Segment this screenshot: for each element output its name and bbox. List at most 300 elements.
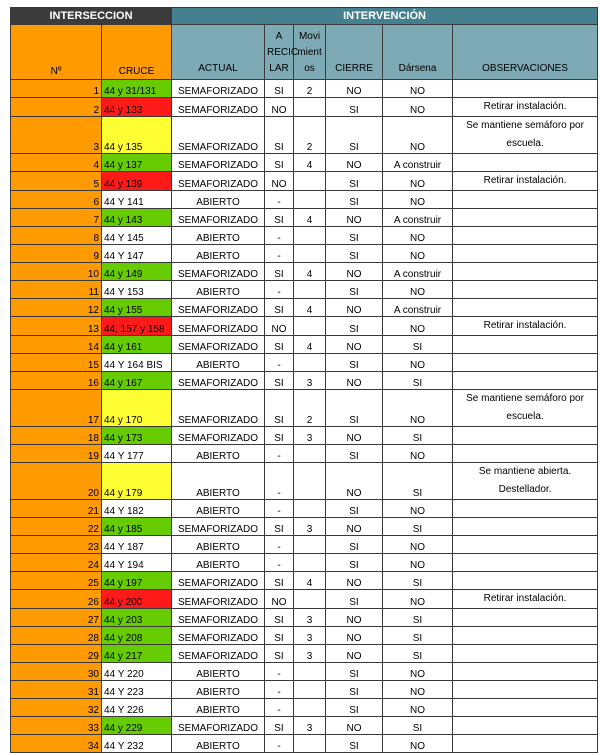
column-header-actual: ACTUAL bbox=[172, 25, 265, 80]
crossing-cell: 44 y 137 bbox=[102, 154, 172, 172]
actual-cell: SEMAFORIZADO bbox=[172, 80, 265, 98]
crossing-cell: 44 Y 145 bbox=[102, 227, 172, 245]
darsena-cell: NO bbox=[383, 172, 453, 191]
darsena-cell: A construir bbox=[383, 154, 453, 172]
row-number-cell: 5 bbox=[11, 172, 102, 191]
movimientos-cell bbox=[294, 445, 326, 463]
actual-cell: SEMAFORIZADO bbox=[172, 336, 265, 354]
crossing-cell: 44 y 217 bbox=[102, 645, 172, 663]
cierre-cell: SI bbox=[326, 590, 383, 609]
table-row bbox=[11, 572, 598, 590]
table-row bbox=[11, 317, 598, 336]
movimientos-cell: 3 bbox=[294, 717, 326, 735]
row-number-cell: 34 bbox=[11, 735, 102, 753]
movimientos-cell bbox=[294, 317, 326, 336]
movimientos-cell: 4 bbox=[294, 154, 326, 172]
reciclar-cell: NO bbox=[265, 98, 294, 117]
reciclar-cell: - bbox=[265, 227, 294, 245]
row-number-cell: 29 bbox=[11, 645, 102, 663]
movimientos-cell: 4 bbox=[294, 336, 326, 354]
cierre-cell: NO bbox=[326, 463, 383, 500]
cierre-cell: NO bbox=[326, 572, 383, 590]
actual-cell: ABIERTO bbox=[172, 735, 265, 753]
cierre-cell: NO bbox=[326, 209, 383, 227]
darsena-cell: NO bbox=[383, 354, 453, 372]
column-header-movimientos: Movi mient os bbox=[294, 25, 326, 80]
actual-cell: ABIERTO bbox=[172, 681, 265, 699]
table-row bbox=[11, 281, 598, 299]
darsena-cell: NO bbox=[383, 663, 453, 681]
group-header-intervencion: INTERVENCIÓN bbox=[172, 8, 598, 25]
darsena-cell: SI bbox=[383, 372, 453, 390]
table-row bbox=[11, 645, 598, 663]
reciclar-cell: SI bbox=[265, 80, 294, 98]
column-header-observaciones: OBSERVACIONES bbox=[453, 25, 598, 80]
row-number-cell: 15 bbox=[11, 354, 102, 372]
darsena-cell: NO bbox=[383, 536, 453, 554]
darsena-cell: NO bbox=[383, 445, 453, 463]
movimientos-cell bbox=[294, 191, 326, 209]
reciclar-cell: SI bbox=[265, 390, 294, 427]
reciclar-cell: SI bbox=[265, 645, 294, 663]
observaciones-cell bbox=[453, 735, 598, 753]
cierre-cell: NO bbox=[326, 263, 383, 281]
table-row bbox=[11, 227, 598, 245]
cierre-cell: SI bbox=[326, 191, 383, 209]
crossing-cell: 44 y 133 bbox=[102, 98, 172, 117]
movimientos-cell bbox=[294, 227, 326, 245]
reciclar-cell: SI bbox=[265, 299, 294, 317]
table-row bbox=[11, 500, 598, 518]
reciclar-cell: - bbox=[265, 463, 294, 500]
table-row bbox=[11, 445, 598, 463]
cierre-cell: NO bbox=[326, 372, 383, 390]
actual-cell: ABIERTO bbox=[172, 445, 265, 463]
crossing-cell: 44 y 31/131 bbox=[102, 80, 172, 98]
darsena-cell: NO bbox=[383, 317, 453, 336]
darsena-cell: SI bbox=[383, 645, 453, 663]
row-number-cell: 23 bbox=[11, 536, 102, 554]
observaciones-cell bbox=[453, 427, 598, 445]
actual-cell: ABIERTO bbox=[172, 281, 265, 299]
row-number-cell: 22 bbox=[11, 518, 102, 536]
reciclar-cell: - bbox=[265, 191, 294, 209]
observaciones-cell bbox=[453, 154, 598, 172]
movimientos-cell bbox=[294, 463, 326, 500]
row-number-cell: 21 bbox=[11, 500, 102, 518]
table-row bbox=[11, 117, 598, 154]
actual-cell: ABIERTO bbox=[172, 227, 265, 245]
observaciones-cell: Retirar instalación. bbox=[453, 317, 598, 336]
table-row bbox=[11, 336, 598, 354]
row-number-cell: 6 bbox=[11, 191, 102, 209]
movimientos-cell: 3 bbox=[294, 518, 326, 536]
row-number-cell: 24 bbox=[11, 554, 102, 572]
table-row bbox=[11, 735, 598, 753]
observaciones-cell bbox=[453, 191, 598, 209]
crossing-cell: 44 y 167 bbox=[102, 372, 172, 390]
observaciones-cell: Retirar instalación. bbox=[453, 172, 598, 191]
cierre-cell: SI bbox=[326, 281, 383, 299]
row-number-cell: 32 bbox=[11, 699, 102, 717]
movimientos-cell bbox=[294, 681, 326, 699]
observaciones-cell bbox=[453, 80, 598, 98]
crossing-cell: 44 y 135 bbox=[102, 117, 172, 154]
actual-cell: SEMAFORIZADO bbox=[172, 609, 265, 627]
darsena-cell: SI bbox=[383, 427, 453, 445]
observaciones-cell bbox=[453, 445, 598, 463]
reciclar-cell: NO bbox=[265, 317, 294, 336]
reciclar-cell: - bbox=[265, 699, 294, 717]
crossing-cell: 44 Y 141 bbox=[102, 191, 172, 209]
cierre-cell: SI bbox=[326, 354, 383, 372]
movimientos-cell bbox=[294, 245, 326, 263]
reciclar-cell: SI bbox=[265, 572, 294, 590]
row-number-cell: 19 bbox=[11, 445, 102, 463]
table-row bbox=[11, 209, 598, 227]
reciclar-cell: SI bbox=[265, 717, 294, 735]
darsena-cell: NO bbox=[383, 735, 453, 753]
movimientos-cell: 3 bbox=[294, 627, 326, 645]
row-number-cell: 26 bbox=[11, 590, 102, 609]
reciclar-cell: SI bbox=[265, 518, 294, 536]
movimientos-cell: 4 bbox=[294, 572, 326, 590]
cierre-cell: SI bbox=[326, 172, 383, 191]
darsena-cell: SI bbox=[383, 627, 453, 645]
actual-cell: SEMAFORIZADO bbox=[172, 717, 265, 735]
observaciones-cell bbox=[453, 372, 598, 390]
row-number-cell: 7 bbox=[11, 209, 102, 227]
row-number-cell: 11 bbox=[11, 281, 102, 299]
observaciones-cell bbox=[453, 354, 598, 372]
reciclar-cell: SI bbox=[265, 627, 294, 645]
crossing-cell: 44 y 200 bbox=[102, 590, 172, 609]
reciclar-cell: SI bbox=[265, 336, 294, 354]
actual-cell: SEMAFORIZADO bbox=[172, 299, 265, 317]
observaciones-cell bbox=[453, 227, 598, 245]
movimientos-cell bbox=[294, 172, 326, 191]
movimientos-cell: 3 bbox=[294, 645, 326, 663]
column-header-cruce: CRUCE bbox=[102, 25, 172, 80]
column-header-reciclar: A RECIC LAR bbox=[265, 25, 294, 80]
darsena-cell: NO bbox=[383, 590, 453, 609]
row-number-cell: 16 bbox=[11, 372, 102, 390]
reciclar-cell: SI bbox=[265, 372, 294, 390]
row-number-cell: 25 bbox=[11, 572, 102, 590]
observaciones-cell bbox=[453, 609, 598, 627]
darsena-cell: NO bbox=[383, 245, 453, 263]
table-row bbox=[11, 390, 598, 427]
observaciones-cell bbox=[453, 627, 598, 645]
crossing-cell: 44 Y 232 bbox=[102, 735, 172, 753]
crossing-cell: 44 y 143 bbox=[102, 209, 172, 227]
observaciones-cell: Se mantiene semáforo por escuela. bbox=[453, 117, 598, 154]
reciclar-cell: NO bbox=[265, 590, 294, 609]
crossing-cell: 44 Y 147 bbox=[102, 245, 172, 263]
actual-cell: ABIERTO bbox=[172, 699, 265, 717]
cierre-cell: NO bbox=[326, 299, 383, 317]
movimientos-cell bbox=[294, 281, 326, 299]
table-row bbox=[11, 299, 598, 317]
darsena-cell: NO bbox=[383, 281, 453, 299]
crossing-cell: 44 Y 194 bbox=[102, 554, 172, 572]
actual-cell: SEMAFORIZADO bbox=[172, 427, 265, 445]
crossing-cell: 44 Y 187 bbox=[102, 536, 172, 554]
column-header-darsena: Dársena bbox=[383, 25, 453, 80]
table-row bbox=[11, 191, 598, 209]
cierre-cell: NO bbox=[326, 154, 383, 172]
reciclar-cell: SI bbox=[265, 154, 294, 172]
actual-cell: SEMAFORIZADO bbox=[172, 645, 265, 663]
crossing-cell: 44 y 185 bbox=[102, 518, 172, 536]
row-number-cell: 3 bbox=[11, 117, 102, 154]
reciclar-cell: - bbox=[265, 500, 294, 518]
row-number-cell: 33 bbox=[11, 717, 102, 735]
movimientos-cell bbox=[294, 590, 326, 609]
observaciones-cell bbox=[453, 536, 598, 554]
movimientos-cell: 2 bbox=[294, 117, 326, 154]
reciclar-cell: SI bbox=[265, 117, 294, 154]
cierre-cell: SI bbox=[326, 663, 383, 681]
table-row bbox=[11, 245, 598, 263]
actual-cell: ABIERTO bbox=[172, 500, 265, 518]
row-number-cell: 17 bbox=[11, 390, 102, 427]
cierre-cell: NO bbox=[326, 717, 383, 735]
actual-cell: SEMAFORIZADO bbox=[172, 372, 265, 390]
reciclar-cell: SI bbox=[265, 609, 294, 627]
column-header-cierre: CIERRE bbox=[326, 25, 383, 80]
movimientos-cell: 2 bbox=[294, 80, 326, 98]
darsena-cell: SI bbox=[383, 609, 453, 627]
cierre-cell: NO bbox=[326, 518, 383, 536]
actual-cell: SEMAFORIZADO bbox=[172, 518, 265, 536]
darsena-cell: NO bbox=[383, 500, 453, 518]
darsena-cell: NO bbox=[383, 98, 453, 117]
crossing-cell: 44 Y 164 BIS bbox=[102, 354, 172, 372]
observaciones-cell bbox=[453, 663, 598, 681]
darsena-cell: NO bbox=[383, 554, 453, 572]
table-row bbox=[11, 609, 598, 627]
table-row bbox=[11, 554, 598, 572]
table-row bbox=[11, 681, 598, 699]
movimientos-cell: 3 bbox=[294, 372, 326, 390]
actual-cell: SEMAFORIZADO bbox=[172, 317, 265, 336]
reciclar-cell: SI bbox=[265, 263, 294, 281]
movimientos-cell: 4 bbox=[294, 263, 326, 281]
observaciones-cell bbox=[453, 717, 598, 735]
crossing-cell: 44 y 139 bbox=[102, 172, 172, 191]
cierre-cell: SI bbox=[326, 390, 383, 427]
movimientos-cell bbox=[294, 699, 326, 717]
reciclar-cell: - bbox=[265, 681, 294, 699]
cierre-cell: SI bbox=[326, 735, 383, 753]
observaciones-cell bbox=[453, 572, 598, 590]
observaciones-cell bbox=[453, 645, 598, 663]
movimientos-cell: 3 bbox=[294, 609, 326, 627]
reciclar-cell: - bbox=[265, 554, 294, 572]
reciclar-cell: - bbox=[265, 281, 294, 299]
table-row bbox=[11, 80, 598, 98]
row-number-cell: 10 bbox=[11, 263, 102, 281]
observaciones-cell bbox=[453, 518, 598, 536]
cierre-cell: NO bbox=[326, 427, 383, 445]
actual-cell: SEMAFORIZADO bbox=[172, 172, 265, 191]
row-number-cell: 4 bbox=[11, 154, 102, 172]
crossing-cell: 44 y 155 bbox=[102, 299, 172, 317]
darsena-cell: NO bbox=[383, 390, 453, 427]
table-row bbox=[11, 98, 598, 117]
actual-cell: SEMAFORIZADO bbox=[172, 154, 265, 172]
crossing-cell: 44 Y 220 bbox=[102, 663, 172, 681]
darsena-cell: NO bbox=[383, 80, 453, 98]
actual-cell: SEMAFORIZADO bbox=[172, 209, 265, 227]
actual-cell: SEMAFORIZADO bbox=[172, 263, 265, 281]
darsena-cell: SI bbox=[383, 518, 453, 536]
reciclar-cell: - bbox=[265, 663, 294, 681]
movimientos-cell bbox=[294, 554, 326, 572]
cierre-cell: SI bbox=[326, 500, 383, 518]
movimientos-cell bbox=[294, 98, 326, 117]
darsena-cell: A construir bbox=[383, 299, 453, 317]
reciclar-cell: NO bbox=[265, 172, 294, 191]
observaciones-cell bbox=[453, 263, 598, 281]
crossing-cell: 44 y 203 bbox=[102, 609, 172, 627]
darsena-cell: SI bbox=[383, 572, 453, 590]
darsena-cell: NO bbox=[383, 117, 453, 154]
cierre-cell: SI bbox=[326, 245, 383, 263]
crossing-cell: 44 y 208 bbox=[102, 627, 172, 645]
actual-cell: ABIERTO bbox=[172, 463, 265, 500]
movimientos-cell: 2 bbox=[294, 390, 326, 427]
movimientos-cell bbox=[294, 354, 326, 372]
row-number-cell: 18 bbox=[11, 427, 102, 445]
actual-cell: ABIERTO bbox=[172, 663, 265, 681]
cierre-cell: SI bbox=[326, 554, 383, 572]
cierre-cell: NO bbox=[326, 609, 383, 627]
column-header-num: Nº bbox=[11, 25, 102, 80]
row-number-cell: 2 bbox=[11, 98, 102, 117]
row-number-cell: 8 bbox=[11, 227, 102, 245]
row-number-cell: 14 bbox=[11, 336, 102, 354]
movimientos-cell: 4 bbox=[294, 209, 326, 227]
darsena-cell: SI bbox=[383, 717, 453, 735]
movimientos-cell bbox=[294, 536, 326, 554]
darsena-cell: SI bbox=[383, 463, 453, 500]
row-number-cell: 27 bbox=[11, 609, 102, 627]
observaciones-cell: Se mantiene abierta. Destellador. bbox=[453, 463, 598, 500]
darsena-cell: NO bbox=[383, 227, 453, 245]
observaciones-cell bbox=[453, 245, 598, 263]
crossing-cell: 44 Y 177 bbox=[102, 445, 172, 463]
row-number-cell: 12 bbox=[11, 299, 102, 317]
movimientos-cell: 3 bbox=[294, 427, 326, 445]
crossing-cell: 44 y 179 bbox=[102, 463, 172, 500]
crossing-cell: 44 y 229 bbox=[102, 717, 172, 735]
row-number-cell: 20 bbox=[11, 463, 102, 500]
darsena-cell: A construir bbox=[383, 209, 453, 227]
crossing-cell: 44 y 197 bbox=[102, 572, 172, 590]
crossing-cell: 44 y 170 bbox=[102, 390, 172, 427]
actual-cell: ABIERTO bbox=[172, 245, 265, 263]
table-row bbox=[11, 717, 598, 735]
observaciones-cell bbox=[453, 281, 598, 299]
reciclar-cell: - bbox=[265, 354, 294, 372]
cierre-cell: NO bbox=[326, 627, 383, 645]
cierre-cell: SI bbox=[326, 699, 383, 717]
cierre-cell: SI bbox=[326, 98, 383, 117]
cierre-cell: NO bbox=[326, 80, 383, 98]
table-row bbox=[11, 627, 598, 645]
table-row bbox=[11, 172, 598, 191]
observaciones-cell bbox=[453, 336, 598, 354]
table-row bbox=[11, 372, 598, 390]
darsena-cell: A construir bbox=[383, 263, 453, 281]
actual-cell: SEMAFORIZADO bbox=[172, 572, 265, 590]
reciclar-cell: - bbox=[265, 445, 294, 463]
movimientos-cell bbox=[294, 500, 326, 518]
crossing-cell: 44 y 173 bbox=[102, 427, 172, 445]
crossing-cell: 44 y 149 bbox=[102, 263, 172, 281]
row-number-cell: 1 bbox=[11, 80, 102, 98]
cierre-cell: SI bbox=[326, 681, 383, 699]
crossing-cell: 44 Y 182 bbox=[102, 500, 172, 518]
row-number-cell: 30 bbox=[11, 663, 102, 681]
actual-cell: SEMAFORIZADO bbox=[172, 117, 265, 154]
cierre-cell: NO bbox=[326, 645, 383, 663]
observaciones-cell: Se mantiene semáforo por escuela. bbox=[453, 390, 598, 427]
observaciones-cell bbox=[453, 699, 598, 717]
intersections-sheet bbox=[10, 7, 597, 753]
row-number-cell: 9 bbox=[11, 245, 102, 263]
observaciones-cell: Retirar instalación. bbox=[453, 590, 598, 609]
observaciones-cell bbox=[453, 681, 598, 699]
darsena-cell: NO bbox=[383, 699, 453, 717]
cierre-cell: SI bbox=[326, 536, 383, 554]
table-row bbox=[11, 463, 598, 500]
observaciones-cell: Retirar instalación. bbox=[453, 98, 598, 117]
actual-cell: ABIERTO bbox=[172, 354, 265, 372]
reciclar-cell: - bbox=[265, 735, 294, 753]
observaciones-cell bbox=[453, 500, 598, 518]
movimientos-cell bbox=[294, 663, 326, 681]
table-row bbox=[11, 590, 598, 609]
row-number-cell: 13 bbox=[11, 317, 102, 336]
row-number-cell: 28 bbox=[11, 627, 102, 645]
actual-cell: SEMAFORIZADO bbox=[172, 390, 265, 427]
movimientos-cell: 4 bbox=[294, 299, 326, 317]
cierre-cell: SI bbox=[326, 445, 383, 463]
darsena-cell: NO bbox=[383, 191, 453, 209]
crossing-cell: 44 y 161 bbox=[102, 336, 172, 354]
intersections-table bbox=[10, 7, 598, 753]
crossing-cell: 44 Y 226 bbox=[102, 699, 172, 717]
actual-cell: SEMAFORIZADO bbox=[172, 98, 265, 117]
table-row bbox=[11, 699, 598, 717]
cierre-cell: SI bbox=[326, 227, 383, 245]
table-row bbox=[11, 354, 598, 372]
darsena-cell: NO bbox=[383, 681, 453, 699]
row-number-cell: 31 bbox=[11, 681, 102, 699]
actual-cell: ABIERTO bbox=[172, 536, 265, 554]
observaciones-cell bbox=[453, 209, 598, 227]
observaciones-cell bbox=[453, 554, 598, 572]
table-row bbox=[11, 154, 598, 172]
table-row bbox=[11, 427, 598, 445]
crossing-cell: 44 Y 223 bbox=[102, 681, 172, 699]
reciclar-cell: SI bbox=[265, 209, 294, 227]
darsena-cell: SI bbox=[383, 336, 453, 354]
crossing-cell: 44 Y 153 bbox=[102, 281, 172, 299]
